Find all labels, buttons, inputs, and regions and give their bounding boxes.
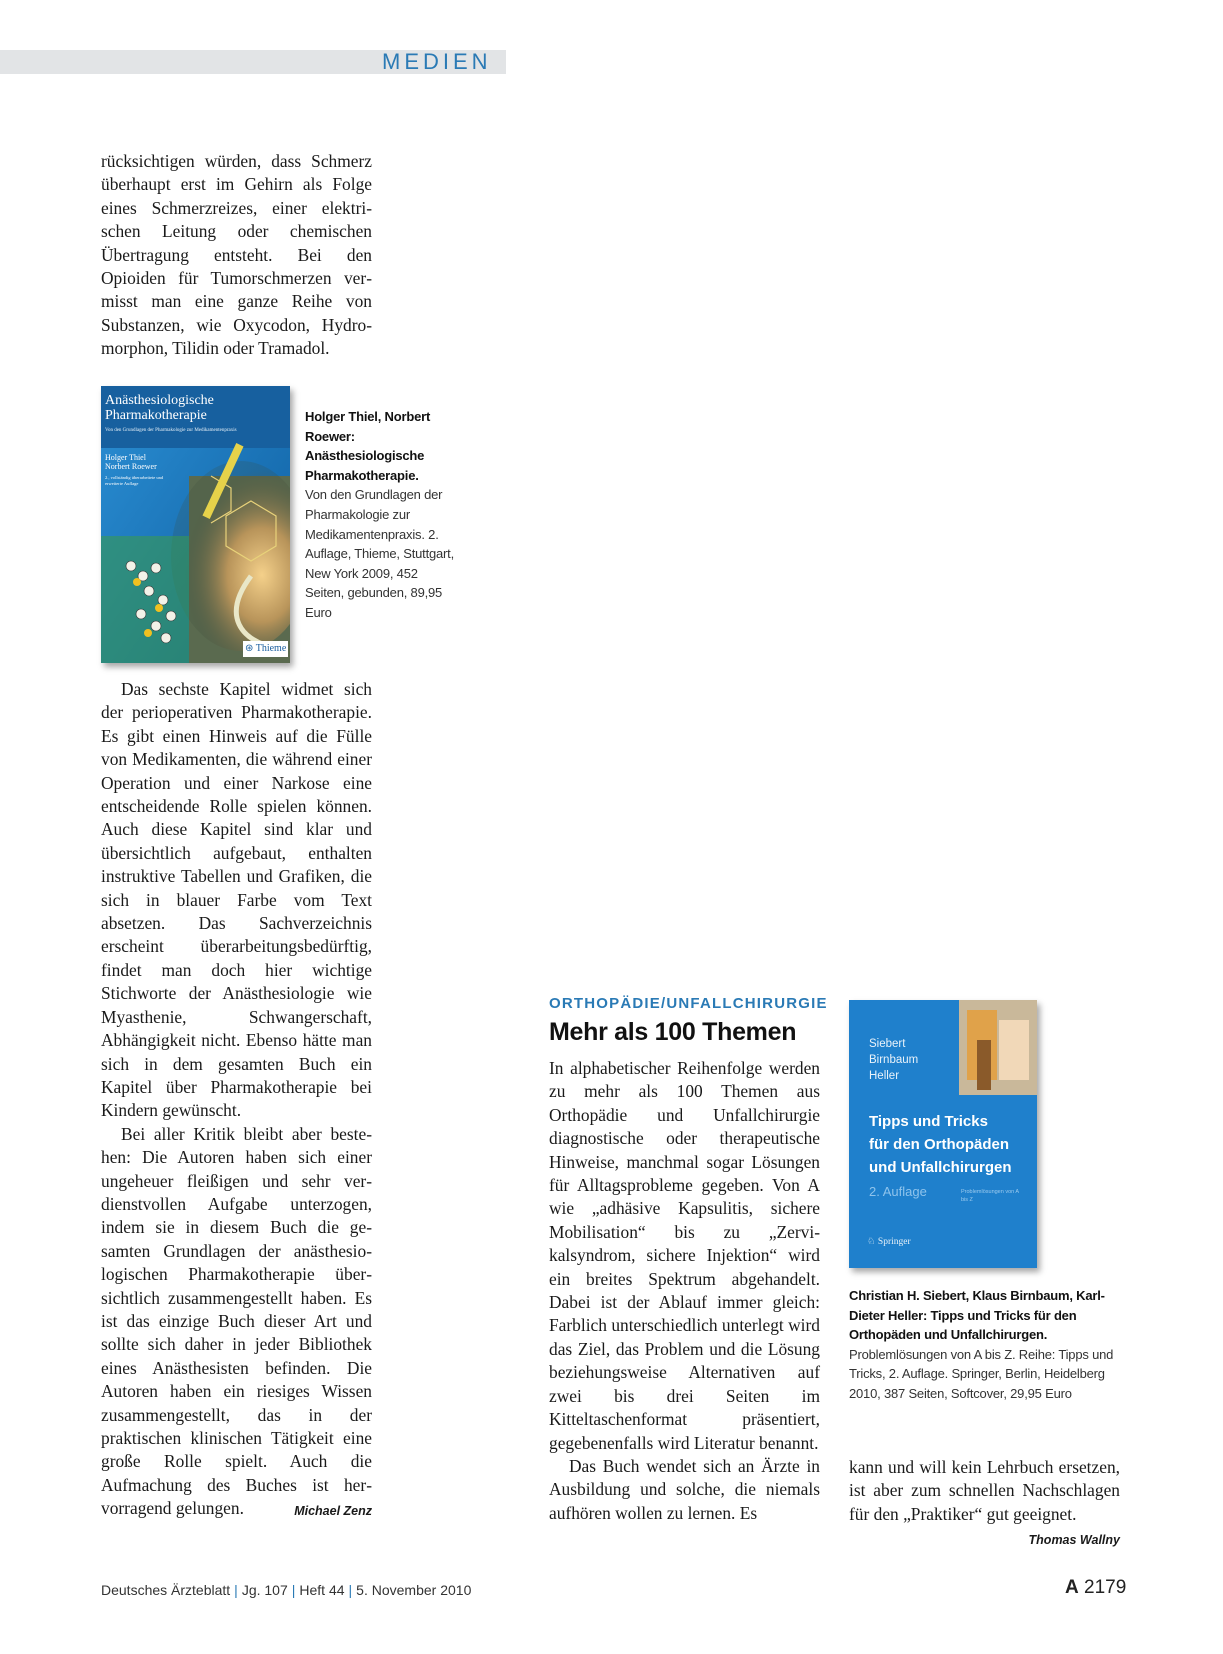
author-signature: Thomas Wallny bbox=[1028, 1533, 1120, 1548]
publisher-name: Thieme bbox=[255, 643, 287, 654]
col1-top-text bbox=[101, 150, 372, 361]
footer-separator: | bbox=[291, 1582, 296, 1598]
page-prefix: A bbox=[1065, 1577, 1079, 1598]
paragraph: rücksichtigen würden, dass Schmerz überhaupt erst im Gehirn als Folge eines Schmerzreizes, einer elektrischen Leitung oder chemischen Übertragung entsteht. Bei den Opioiden für Tumorschmerzen vermisst man eine ganze Reihe von Substanzen, wie Oxycodon, Hydromorphon, Tilidin oder Tramadol. bbox=[101, 151, 372, 359]
publisher-logo-icon: ⊛ bbox=[245, 643, 254, 654]
col2-text bbox=[549, 1057, 820, 1525]
cover-title: Tipps und Tricks für den Orthopäden und Unfallchirurgen bbox=[869, 1113, 1012, 1176]
page-number-value: 2179 bbox=[1084, 1577, 1127, 1598]
cover-title: Anästhesiologische Pharmakotherapie bbox=[105, 393, 214, 423]
article-kicker: ORTHOPÄDIE/UNFALLCHIRURGIE bbox=[549, 995, 828, 1012]
paragraph bbox=[101, 1123, 372, 1521]
journal-name: Deutsches Ärzteblatt bbox=[101, 1582, 231, 1598]
cover-edition: 2., vollständig überarbeitete und erweiterte Auflage bbox=[105, 475, 164, 486]
book1-caption bbox=[305, 407, 455, 623]
book2-caption bbox=[849, 1286, 1129, 1404]
publisher-name: Springer bbox=[877, 1237, 911, 1247]
book-cover-anaesthesiologische-pharmakotherapie bbox=[101, 386, 290, 663]
springer-logo-icon: ♘ bbox=[867, 1237, 876, 1247]
paragraph-text: kann und will kein Lehrbuch ersetzen, ist aber zum schnellen Nachschlagen für den „Praktiker“ gut geeignet. bbox=[849, 1457, 1120, 1524]
page-number bbox=[1065, 1577, 1126, 1599]
caption-details: Von den Grundlagen der Pharmakologie zur Medikamentenpraxis. 2. Auflage, Thieme, Stuttgart, New York 2009, 452 Seiten, gebunden, 89,95 Euro bbox=[305, 487, 455, 620]
caption-details: Problemlösungen von A bis Z. Reihe: Tipps und Tricks, 2. Auflage. Springer, Berlin, Heidelberg 2010, 387 Seiten, Softcover, 29,95 Euro bbox=[849, 1346, 1114, 1401]
paragraph bbox=[849, 1456, 1120, 1548]
paragraph: Das Buch wendet sich an Ärzte in Ausbildung und solche, die niemals aufhören wollen zu lernen. Es bbox=[549, 1455, 820, 1523]
journal-volume: Jg. 107 bbox=[241, 1582, 288, 1598]
caption-title: Holger Thiel, Norbert Roewer: Anästhesiologische Pharmakotherapie. bbox=[305, 409, 431, 483]
cover-subtitle: Problemlösungen von A bis Z bbox=[961, 1189, 1019, 1203]
cover-authors: Siebert Birnbaum Heller bbox=[869, 1038, 919, 1082]
journal-issue: Heft 44 bbox=[299, 1582, 345, 1598]
footer-separator: | bbox=[234, 1582, 238, 1598]
author-signature: Michael Zenz bbox=[294, 1504, 372, 1519]
footer-separator: | bbox=[348, 1582, 353, 1598]
page-footer bbox=[101, 1582, 471, 1598]
paragraph: In alphabetischer Reihenfolge werden zu mehr als 100 Themen aus Orthopädie und Unfallchirurgie diagnostische oder therapeutische Hinweise, manchmal sogar Lösungen für Alltagsprobleme gegeben. Von A wie „adhäsive Kapsulitis, sichere Mobilisation“ bis zu „Zervikalsyndrom, sichere Injektion“ wird ein breites Spektrum abgehandelt. Dabei ist der Ablauf immer gleich: Farblich unterschiedlich unterlegt wird das Ziel, das Problem und die Lösung beziehungsweise Alternativen auf zwei bis drei Seiten im Kitteltaschenformat präsentiert, gegebenenfalls wird Literatur benannt. bbox=[549, 1058, 820, 1453]
cover-edition: 2. Auflage bbox=[869, 1184, 927, 1199]
section-label: MEDIEN bbox=[382, 49, 492, 74]
paragraph: Das sechste Kapitel widmet sich der perioperativen Pharmakotherapie. Es gibt einen Hinweis auf die Fülle von Medikamenten, die während einer Operation und einer Narkose eine entscheidende Rolle spielen können. Auch diese Kapitel sind klar und übersichtlich aufgebaut, enthalten instruktive Tabellen und Grafiken, die sich in blauer Farbe vom Text absetzen. Das Sachverzeichnis erscheint überarbeitungsbedürftig, findet man doch hier wichtige Stichworte der Anästhesiologie wie Myasthenie, Schwangerschaft, Abhängigkeit nicht. Ebenso hätte man sich in dem gesamten Buch ein Kapitel über Pharmakotherapie bei Kindern gewünscht. bbox=[101, 679, 372, 1121]
cover-publisher bbox=[867, 1236, 911, 1247]
article-headline: Mehr als 100 Themen bbox=[549, 1018, 797, 1046]
col1-bottom-text bbox=[101, 678, 372, 1524]
cover-subtitle: Von den Grundlagen der Pharmakologie zur Medikamentenpraxis bbox=[105, 428, 237, 433]
journal-date: 5. November 2010 bbox=[356, 1582, 472, 1598]
cover-publisher bbox=[243, 641, 288, 657]
paragraph-text: Bei aller Kritik bleibt aber bestehen: Die Autoren haben sich einer ungeheuer fleißigen und sehr verdienstvollen Aufgabe unterzogen, indem sie in diesem Buch die gesamten Grundlagen der anästhesiologischen Pharmakotherapie übersichtlich zusammengestellt haben. Es ist das einzige Buch dieser Art und sollte sich daher in jeder Bibliothek eines Anästhesisten befinden. Die Autoren haben ein riesiges Wissen zusammengestellt, das in der praktischen klinischen Tätigkeit eine große Rolle spielt. Auch die Aufmachung des Buches ist hervorragend gelungen. bbox=[101, 1123, 372, 1519]
col3-text bbox=[849, 1456, 1120, 1553]
book-cover-tipps-und-tricks bbox=[849, 1000, 1037, 1268]
cover-authors: Holger Thiel Norbert Roewer bbox=[105, 453, 157, 471]
caption-title: Christian H. Siebert, Klaus Birnbaum, Karl-Dieter Heller: Tipps und Tricks für den Orthopäden und Unfallchirurgen. bbox=[849, 1288, 1105, 1343]
